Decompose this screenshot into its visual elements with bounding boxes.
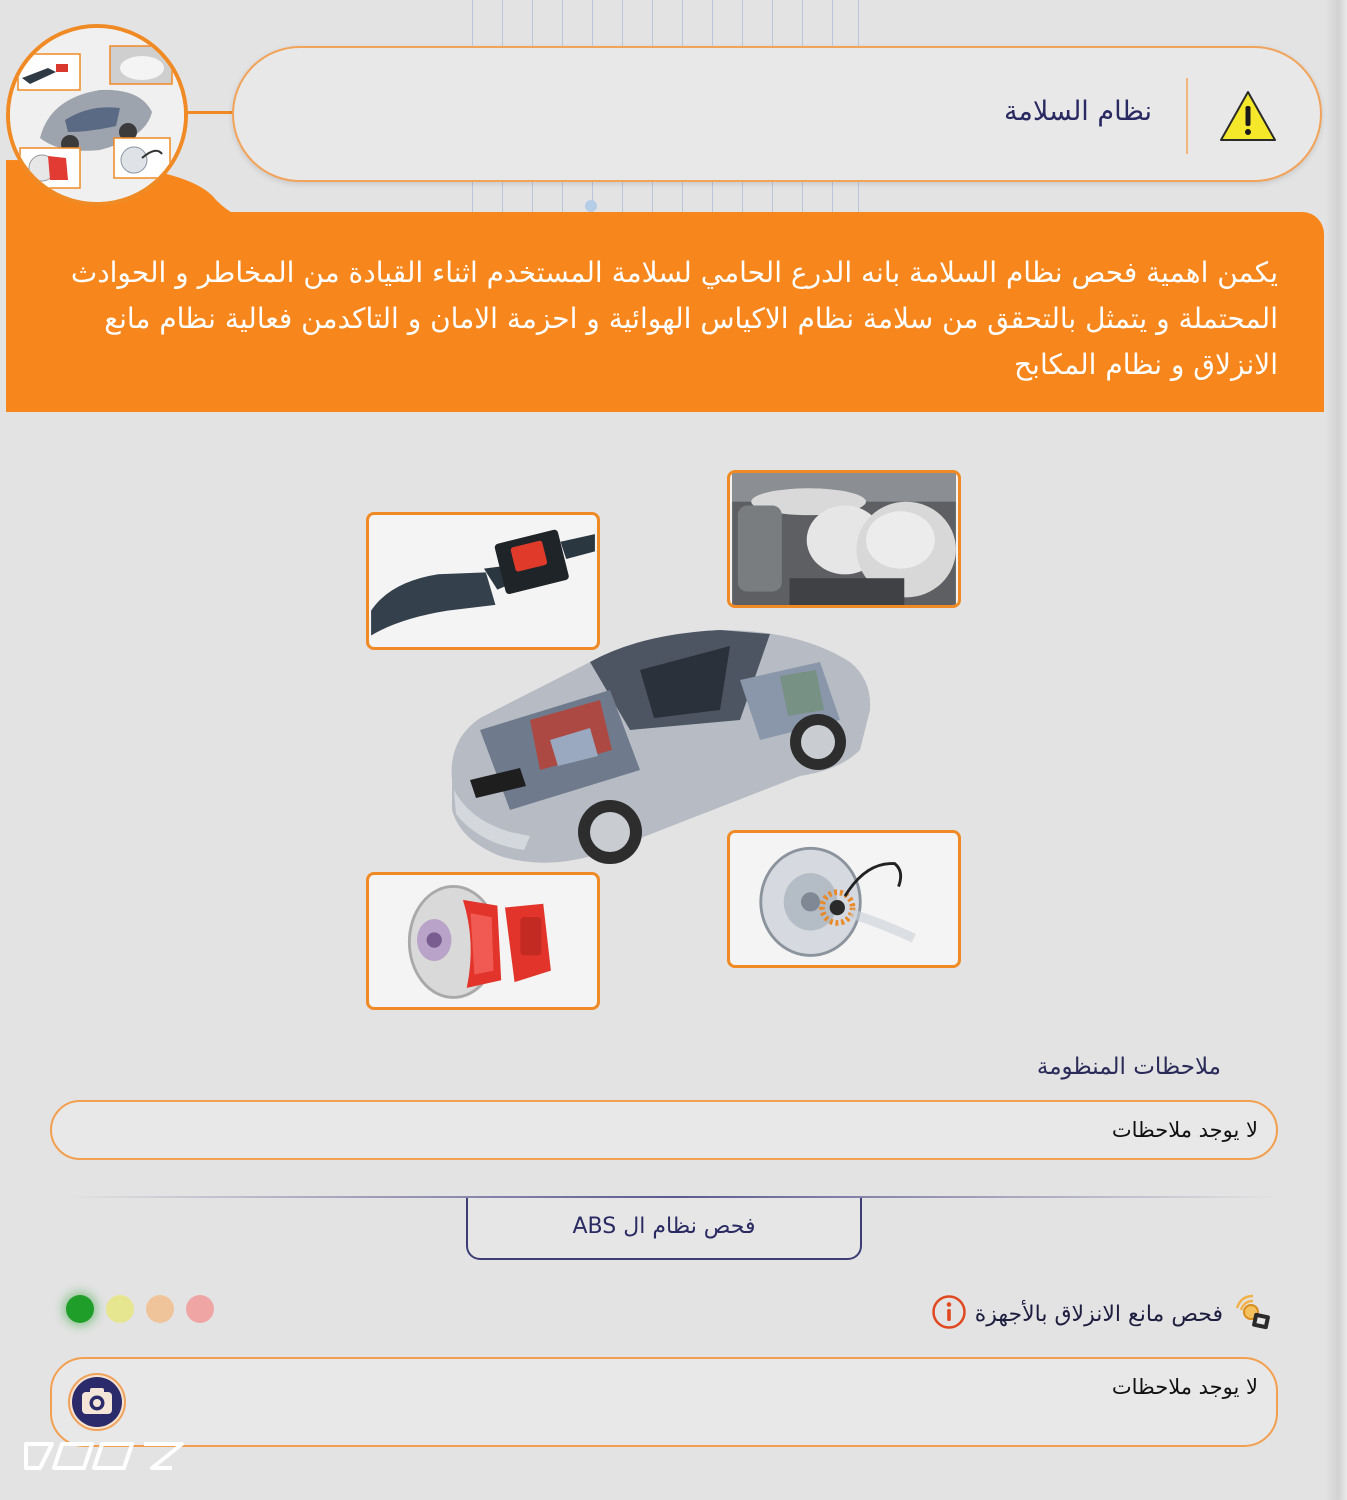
abs-notes-field[interactable]: [50, 1357, 1278, 1447]
description-band: [6, 212, 1324, 412]
safety-thumbnail[interactable]: [6, 24, 188, 206]
abs-sensor-image[interactable]: [727, 830, 961, 968]
camera-icon[interactable]: [68, 1373, 126, 1431]
abs-check-label: فحص مانع الانزلاق بالأجهزة: [974, 1301, 1223, 1327]
header-connector: [186, 111, 236, 114]
system-notes-value: لا يوجد ملاحظات: [1111, 1118, 1258, 1142]
section-title-bar: [232, 46, 1322, 182]
status-light-orange[interactable]: [146, 1295, 174, 1323]
title-divider: [1186, 78, 1188, 154]
brake-caliper-image[interactable]: [366, 872, 600, 1010]
system-notes-field[interactable]: [50, 1100, 1278, 1160]
info-icon[interactable]: [931, 1294, 967, 1334]
abs-check-row: [931, 1292, 1275, 1336]
status-light-red[interactable]: [186, 1295, 214, 1323]
abs-section-tab[interactable]: فحص نظام ال ABS: [466, 1198, 862, 1260]
brand-logo: [22, 1438, 192, 1488]
section-title: نظام السلامة: [1003, 96, 1152, 127]
section-description: يكمن اهمية فحص نظام السلامة بانه الدرع الحامي لسلامة المستخدم اثناء القيادة من المخاطر و الحوادث المحتملة و يتمثل بالتحقق من سلامة نظام الاكياس الهوائية و احزمة الامان و التاكدمن فعالية نظام مانع الانزلاق و نظام المكابح: [70, 256, 1278, 381]
status-light-yellow[interactable]: [106, 1295, 134, 1323]
abs-sensor-icon: [1231, 1290, 1275, 1338]
warning-triangle-icon: [1218, 88, 1278, 144]
airbag-image[interactable]: [727, 470, 961, 608]
status-light-green[interactable]: [66, 1295, 94, 1323]
page-edge-shadow: [1325, 0, 1347, 1500]
abs-notes-value: لا يوجد ملاحظات: [1111, 1375, 1258, 1399]
system-notes-label: ملاحظات المنظومة: [1036, 1054, 1221, 1080]
